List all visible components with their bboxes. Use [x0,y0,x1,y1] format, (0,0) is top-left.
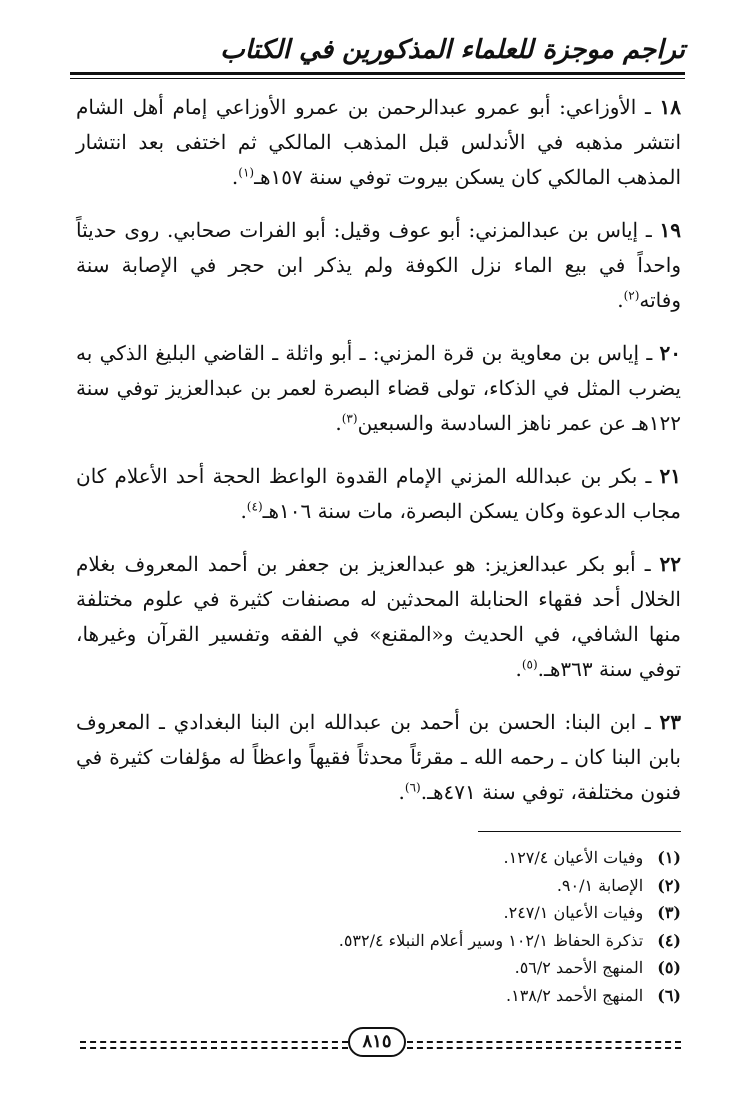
entry-number: ٢٢ [659,552,682,576]
page-number: ٨١٥ [348,1027,406,1057]
entry-text: ـ الأوزاعي: أبو عمرو عبدالرحمن بن عمرو الأوزاعي إمام أهل الشام انتشر مذهبه في الأندلس قبل المذهب المالكي ثم اختفى بعد انتشار المذهب المالكي كان يسكن بيروت توفي سنة ١٥٧هـ [76,95,681,189]
entry-end: . [515,657,522,681]
biography-entry-20 [76,336,681,441]
footnote-4 [76,927,681,955]
biography-entry-18 [76,90,681,195]
footnote-text: تذكرة الحفاظ ١٠٢/١ وسير أعلام النبلاء ٥٣٢/٤. [338,930,644,950]
footnote-reference: (٣) [341,411,358,426]
footnote-2 [76,872,681,900]
footer-dashed-rule-right [407,1041,681,1043]
footnote-text: المنهج الأحمد ٥٦/٢. [514,958,644,977]
entry-text: ـ ابن البنا: الحسن بن أحمد بن عبدالله ابن البنا البغدادي ـ المعروف بابن البنا كان ـ رحمه الله ـ مقرئاً محدثاً فقيهاً واعظاً له مؤلفات كثيرة في فنون مختلفة، توفي سنة ٤٧١هـ. [76,710,681,804]
footnote-reference: (٢) [623,288,640,303]
footnotes [76,844,681,1009]
footnote-3 [76,899,681,927]
entry-number: ٢١ [659,464,682,488]
entry-text: ـ أبو بكر عبدالعزيز: هو عبدالعزيز بن جعفر بن أحمد المعروف بغلام الخلال أحد فقهاء الحنابلة المحدثين له مصنفات كثيرة في علوم مختلفة منها الشافي، في الحديث و«المقنع» في الفقه وتفسير القرآن وغيرها، توفي سنة ٣٦٣هـ. [76,552,681,681]
entry-number: ٢٣ [659,710,681,734]
footnote-1 [76,844,681,872]
footnote-number: (١) [657,848,681,867]
footnote-text: الإصابة ٩٠/١. [556,875,644,895]
footnote-5 [76,954,681,982]
footnote-text: المنهج الأحمد ١٣٨/٢. [506,985,644,1005]
footnote-reference: (٤) [246,499,263,514]
footnote-number: (٢) [657,875,681,895]
entry-end: . [240,499,247,523]
entry-end: . [617,288,624,312]
entry-end: . [335,411,342,435]
biography-entry-19 [76,213,681,318]
biography-entry-21 [76,459,681,529]
entry-text: ـ إياس بن عبدالمزني: أبو عوف وقيل: أبو الفرات صحابي. روى حديثاً واحداً في بيع الماء نزل الكوفة ولم يذكر ابن حجر في الإصابة سنة وفاته [76,218,681,312]
entry-end: . [398,780,405,804]
footnote-number: (٤) [657,930,681,950]
entry-end: . [231,165,239,189]
entry-number: ١٩ [659,218,682,242]
footnote-text: وفيات الأعيان ٢٤٧/١. [503,903,644,922]
footnote-reference: (٦) [404,780,421,795]
footnote-separator [478,831,681,832]
biography-entry-23 [76,705,681,810]
footer-dashed-rule-left-lower [80,1047,348,1049]
footnote-text: وفيات الأعيان ١٢٧/٤. [503,848,644,867]
running-header-title: تراجم موجزة للعلماء المذكورين في الكتاب [220,35,685,65]
entry-text: ـ إياس بن معاوية بن قرة المزني: ـ أبو واثلة ـ القاضي البليغ الذكي به يضرب المثل في الذكاء، تولى قضاء البصرة لعمر بن عبدالعزيز توفي سنة ١٢٢هـ عن عمر ناهز السادسة والسبعين [76,341,681,435]
header-rule-thick [70,72,685,75]
biography-entry-22 [76,547,681,687]
entry-text: ـ بكر بن عبدالله المزني الإمام القدوة الواعظ الحجة أحد الأعلام كان مجاب الدعوة وكان يسكن البصرة، مات سنة ١٠٦هـ [76,464,681,523]
footnote-reference: (١) [238,165,255,180]
footer-dashed-rule-left [80,1041,348,1043]
footnote-reference: (٥) [521,657,538,672]
header-rule-thin [70,78,685,79]
footnote-number: (٥) [657,958,681,977]
entry-number: ٢٠ [659,341,682,365]
footer-dashed-rule-right-lower [407,1047,681,1049]
footnote-number: (٣) [657,903,681,922]
footnote-number: (٦) [657,985,681,1005]
footnote-6 [76,982,681,1010]
entry-number: ١٨ [659,95,681,119]
biographies-body [76,90,681,828]
